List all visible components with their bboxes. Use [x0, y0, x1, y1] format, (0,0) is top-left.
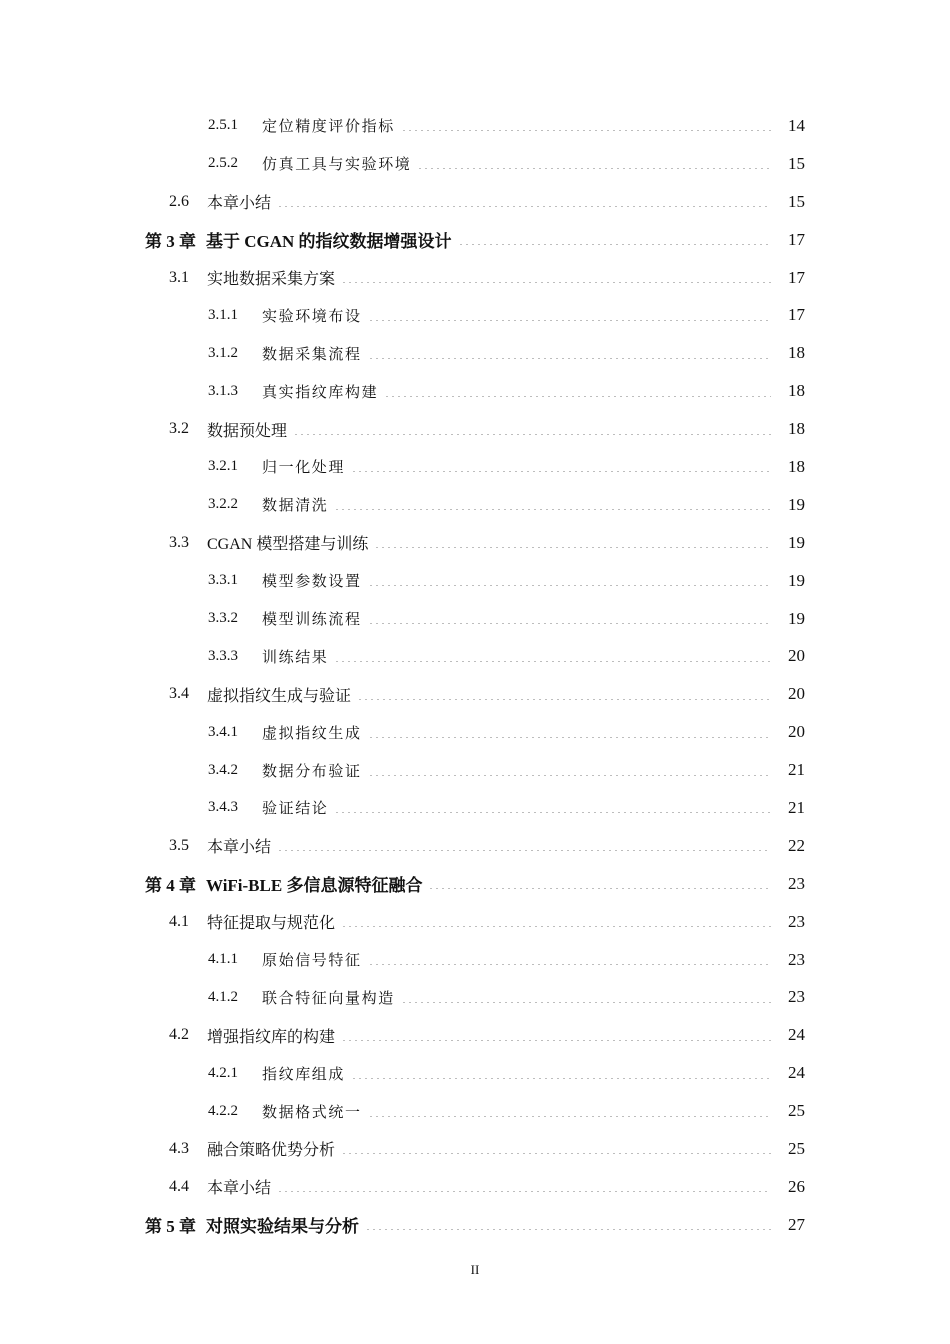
toc-entry-number: 第 3 章 — [145, 232, 196, 252]
toc-entry-page: 19 — [788, 608, 805, 628]
toc-entry-number: 2.6 — [169, 192, 189, 210]
toc-entry-title: 联合特征向量构造 — [262, 990, 395, 1007]
toc-entry-page: 22 — [788, 835, 805, 855]
toc-entry[interactable] — [0, 259, 950, 297]
dot-leader — [368, 737, 771, 738]
toc-entry[interactable] — [0, 713, 950, 751]
toc-entry[interactable] — [0, 221, 950, 259]
dot-leader — [341, 1040, 771, 1041]
dot-leader — [368, 623, 771, 624]
toc-entry-number: 3.4 — [169, 685, 189, 703]
toc-entry[interactable] — [0, 637, 950, 675]
toc-entry[interactable] — [0, 1092, 950, 1130]
toc-entry-page: 23 — [788, 911, 805, 931]
toc-entry-page: 17 — [788, 229, 805, 249]
toc-entry[interactable] — [0, 1016, 950, 1054]
toc-entry-page: 18 — [788, 419, 805, 439]
toc-entry-title: 实验环境布设 — [262, 308, 362, 325]
dot-leader — [401, 1002, 771, 1003]
dot-leader — [368, 1116, 771, 1117]
dot-leader — [365, 1229, 771, 1230]
toc-entry-title: 增强指纹库的构建 — [207, 1028, 336, 1046]
toc-entry-title: 本章小结 — [207, 195, 272, 213]
toc-entry-page: 15 — [788, 191, 805, 211]
dot-leader — [368, 585, 771, 586]
dot-leader — [277, 206, 771, 207]
toc-entry[interactable] — [0, 827, 950, 865]
toc-entry[interactable] — [0, 486, 950, 524]
toc-entry-number: 3.4.1 — [208, 723, 238, 740]
toc-entry[interactable] — [0, 107, 950, 145]
dot-leader — [417, 168, 771, 169]
toc-entry[interactable] — [0, 183, 950, 221]
toc-entry[interactable] — [0, 334, 950, 372]
toc-entry-page: 18 — [788, 381, 805, 401]
dot-leader — [341, 926, 771, 927]
dot-leader — [334, 509, 771, 510]
toc-entry[interactable] — [0, 562, 950, 600]
toc-entry-number: 第 5 章 — [145, 1217, 196, 1237]
toc-entry-title: 对照实验结果与分析 — [206, 1217, 359, 1237]
toc-entry-title: 归一化处理 — [262, 460, 346, 477]
toc-entry-number: 3.4.2 — [208, 761, 238, 778]
toc-entry-title: 原始信号特征 — [262, 953, 362, 970]
dot-leader — [368, 358, 771, 359]
toc-entry-number: 3.3.3 — [208, 647, 238, 664]
toc-entry-number: 3.2.2 — [208, 496, 238, 513]
toc-entry[interactable] — [0, 372, 950, 410]
dot-leader — [384, 396, 771, 397]
toc-entry-title: 实地数据采集方案 — [207, 271, 336, 288]
toc-entry-number: 4.1.1 — [208, 951, 238, 968]
toc-entry-number: 4.4 — [169, 1177, 189, 1195]
toc-entry-title: 验证结论 — [262, 801, 329, 818]
toc-entry-page: 25 — [788, 1101, 805, 1121]
toc-entry[interactable] — [0, 524, 950, 562]
toc-entry-title: 本章小结 — [207, 839, 272, 857]
toc-entry-title: 基于 CGAN 的指纹数据增强设计 — [206, 232, 452, 252]
toc-entry-number: 3.3.2 — [208, 610, 238, 627]
toc-entry-number: 3.2.1 — [208, 458, 238, 475]
toc-entry-title: CGAN 模型搭建与训练 — [207, 536, 369, 554]
toc-entry-title: 数据清洗 — [262, 498, 329, 515]
dot-leader — [334, 812, 771, 813]
dot-leader — [368, 964, 771, 965]
dot-leader — [351, 1078, 771, 1079]
toc-entry-title: 真实指纹库构建 — [262, 384, 379, 401]
toc-entry-page: 18 — [788, 456, 805, 476]
toc-entry[interactable] — [0, 903, 950, 941]
toc-entry-number: 3.1.3 — [208, 382, 238, 399]
toc-entry[interactable] — [0, 1168, 950, 1206]
toc-entry-number: 4.1 — [169, 912, 189, 930]
toc-entry-page: 23 — [788, 949, 805, 969]
dot-leader — [277, 850, 771, 851]
toc-entry-page: 18 — [788, 343, 805, 363]
toc-entry[interactable] — [0, 1130, 950, 1168]
dot-leader — [357, 699, 771, 700]
page-number: II — [470, 1262, 480, 1277]
toc-entry-number: 3.4.3 — [208, 799, 238, 816]
toc-entry-page: 23 — [788, 987, 805, 1007]
toc-entry-title: 虚拟指纹生成与验证 — [207, 687, 352, 705]
dot-leader — [341, 1153, 771, 1154]
toc-entry-page: 20 — [788, 722, 805, 742]
toc-entry[interactable] — [0, 1054, 950, 1092]
toc-entry[interactable] — [0, 941, 950, 979]
toc-entry-title: 定位精度评价指标 — [262, 119, 395, 136]
toc-entry-page: 23 — [788, 873, 805, 893]
toc-entry-title: 仿真工具与实验环境 — [262, 157, 412, 174]
toc-entry-page: 24 — [788, 1025, 805, 1045]
toc-entry-page: 24 — [788, 1063, 805, 1083]
dot-leader — [401, 130, 771, 131]
toc-entry-number: 3.1 — [169, 268, 189, 286]
toc-entry-number: 3.1.2 — [208, 344, 238, 361]
toc-entry-title: 特征提取与规范化 — [207, 915, 336, 933]
toc-entry-number: 2.5.1 — [208, 117, 238, 134]
toc-entry-page: 21 — [788, 797, 805, 817]
dot-leader — [351, 471, 771, 472]
toc-entry-page: 20 — [788, 684, 805, 704]
toc-entry[interactable] — [0, 789, 950, 827]
toc-entry-title: 指纹库组成 — [262, 1066, 346, 1083]
dot-leader — [293, 434, 771, 435]
table-of-contents — [0, 107, 950, 1244]
toc-entry[interactable] — [0, 410, 950, 448]
toc-entry-title: 虚拟指纹生成 — [262, 725, 362, 742]
toc-entry-title: 模型参数设置 — [262, 574, 362, 591]
toc-entry-title: 数据预处理 — [207, 422, 288, 440]
toc-entry[interactable] — [0, 751, 950, 789]
toc-entry-number: 3.3.1 — [208, 572, 238, 589]
toc-entry[interactable] — [0, 600, 950, 638]
dot-leader — [341, 282, 771, 283]
toc-entry-number: 4.2.1 — [208, 1064, 238, 1081]
dot-leader — [368, 775, 771, 776]
toc-entry-title: 数据采集流程 — [262, 346, 362, 363]
toc-entry-number: 3.3 — [169, 533, 189, 551]
toc-entry[interactable] — [0, 865, 950, 903]
toc-entry-page: 19 — [788, 494, 805, 514]
toc-entry[interactable] — [0, 448, 950, 486]
toc-entry-page: 19 — [788, 532, 805, 552]
dot-leader — [277, 1191, 771, 1192]
toc-entry-title: 数据分布验证 — [262, 763, 362, 780]
dot-leader — [428, 888, 771, 889]
dot-leader — [374, 547, 771, 548]
toc-entry-number: 3.5 — [169, 836, 189, 854]
toc-entry-number: 3.1.1 — [208, 306, 238, 323]
toc-entry-number: 3.2 — [169, 420, 189, 438]
toc-entry-page: 17 — [788, 305, 805, 325]
toc-entry-title: 本章小结 — [207, 1180, 272, 1198]
toc-entry[interactable] — [0, 296, 950, 334]
toc-entry[interactable] — [0, 145, 950, 183]
toc-entry-number: 4.2 — [169, 1026, 189, 1044]
toc-entry[interactable] — [0, 1206, 950, 1244]
toc-entry-page: 25 — [788, 1138, 805, 1158]
toc-entry[interactable] — [0, 978, 950, 1016]
toc-entry-number: 4.2.2 — [208, 1102, 238, 1119]
toc-entry[interactable] — [0, 675, 950, 713]
toc-entry-number: 4.3 — [169, 1139, 189, 1157]
toc-entry-page: 19 — [788, 570, 805, 590]
toc-entry-page: 14 — [788, 115, 805, 135]
dot-leader — [458, 244, 771, 245]
toc-entry-title: 数据格式统一 — [262, 1104, 362, 1121]
toc-entry-page: 27 — [788, 1214, 805, 1234]
toc-entry-page: 21 — [788, 760, 805, 780]
toc-entry-page: 17 — [788, 267, 805, 287]
toc-entry-page: 20 — [788, 646, 805, 666]
toc-entry-number: 2.5.2 — [208, 155, 238, 172]
toc-entry-title: WiFi-BLE 多信息源特征融合 — [206, 876, 423, 896]
toc-entry-title: 模型训练流程 — [262, 612, 362, 629]
toc-entry-title: 训练结果 — [262, 649, 329, 666]
toc-entry-page: 26 — [788, 1176, 805, 1196]
toc-entry-title: 融合策略优势分析 — [207, 1142, 336, 1160]
toc-entry-number: 第 4 章 — [145, 876, 196, 896]
dot-leader — [334, 661, 771, 662]
toc-entry-page: 15 — [788, 153, 805, 173]
dot-leader — [368, 320, 771, 321]
toc-entry-number: 4.1.2 — [208, 988, 238, 1005]
